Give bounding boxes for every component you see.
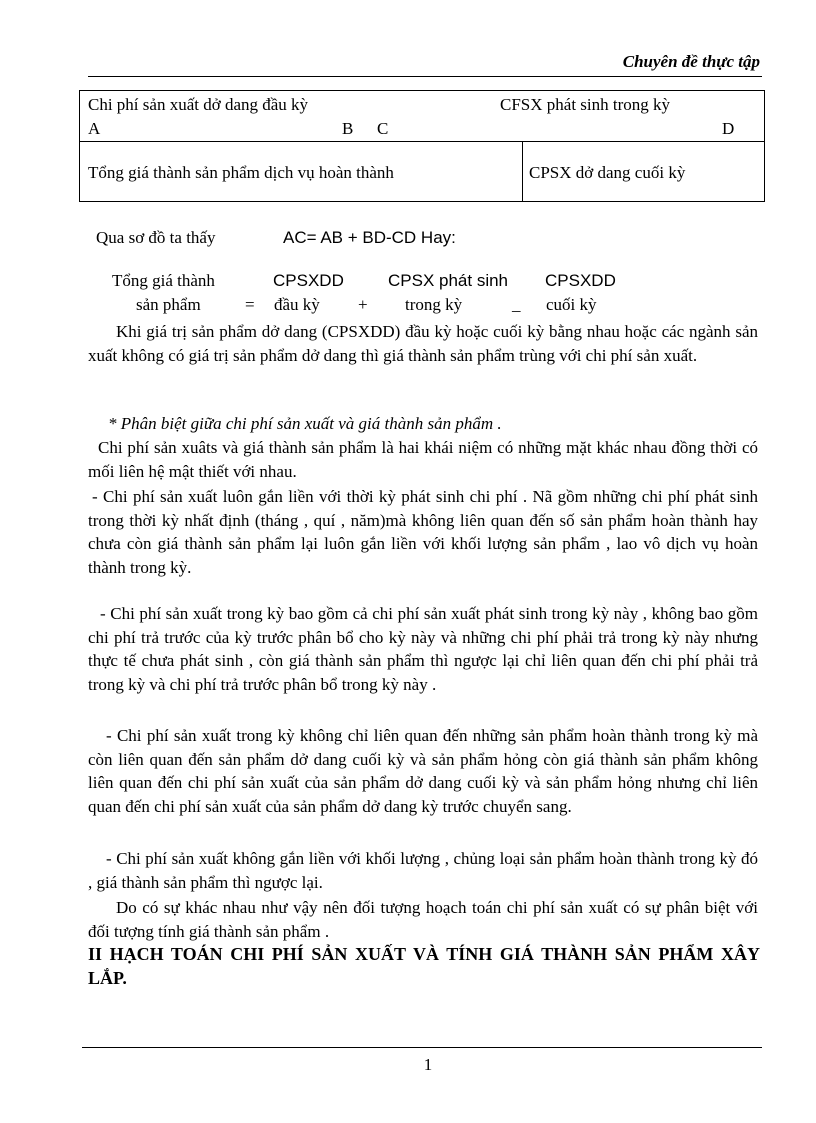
diagram-point-d: D	[722, 119, 735, 138]
formula-term1-line2: sản phẩm	[136, 295, 201, 314]
diagram-top-left-label: Chi phí sản xuất dở dang đầu kỳ	[88, 95, 309, 114]
formula-term2-line1: CPSXDD	[273, 271, 344, 290]
diagram-bottom-right-label: CPSX dở dang cuối kỳ	[529, 163, 686, 182]
diagram-top-right-label: CFSX phát sinh trong kỳ	[500, 95, 671, 114]
diagram-point-a: A	[88, 119, 101, 138]
paragraph-6: - Chi phí sản xuất không gắn liền với khối lượng , chủng loại sản phẩm hoàn thành trong kỳ đó , giá thành sản phẩm thì ngược lại.	[88, 849, 758, 892]
formula-term2-line2: đầu kỳ	[274, 295, 320, 314]
cost-diagram	[79, 90, 765, 202]
paragraph-2: Chi phí sản xuâts và giá thành sản phẩm là hai khái niệm có những mặt khác nhau đồng thời có mối liên hệ mật thiết với nhau.	[88, 438, 758, 481]
diagram-bottom-row	[80, 141, 764, 202]
intro-equation: AC= AB + BD-CD Hay:	[283, 228, 456, 247]
paragraph-1: Khi giá trị sản phẩm dở dang (CPSXDD) đầu kỳ hoặc cuối kỳ bằng nhau hoặc các ngành sản xuất không có giá trị sản phẩm dở dang thì giá thành sản phẩm trùng với chi phí sản xuất.	[88, 322, 758, 365]
intro-lead: Qua sơ đồ ta thấy	[96, 228, 216, 247]
page-number: 1	[423, 1055, 433, 1074]
formula-equals: =	[245, 295, 255, 314]
formula-term4-line1: CPSXDD	[545, 271, 616, 290]
diagram-bottom-left-label: Tổng giá thành sản phẩm dịch vụ hoàn thành	[88, 163, 394, 182]
section-heading: II HẠCH TOÁN CHI PHÍ SẢN XUẤT VÀ TÍNH GIÁ THÀNH SẢN PHẨM XÂY LẮP.	[88, 944, 760, 988]
formula-term3-line2: trong kỳ	[405, 295, 463, 314]
paragraph-3: - Chi phí sản xuất luôn gắn liền với thời kỳ phát sinh chi phí . Nã gồm những chi phí phát sinh trong thời kỳ nhất định (tháng , quí , năm)mà không liên quan đến số sản phẩm hoàn thành hay chưa còn giá thành sản phẩm lại luôn gắn liền với khối lượng sản phẩm , lao vô dịch vụ hoàn thành trong kỳ.	[88, 487, 758, 577]
formula-term4-line2: cuối kỳ	[546, 295, 597, 314]
diagram-top-row	[80, 91, 764, 142]
diagram-divider	[522, 141, 523, 202]
diagram-point-c: C	[377, 119, 389, 138]
subheading-distinction: * Phân biệt giữa chi phí sản xuất và giá thành sản phẩm .	[108, 414, 502, 433]
formula-term3-line1: CPSX phát sinh	[388, 271, 509, 290]
paragraph-5: - Chi phí sản xuất trong kỳ không chỉ liên quan đến những sản phẩm hoàn thành trong kỳ mà còn liên quan đến sản phẩm dở dang cuối kỳ và sản phẩm hỏng còn giá thành sản phẩm không liên quan đến chi phí sản xuất của sản phẩm dở dang cuối kỳ và sản phẩm hỏng nhưng chỉ liên quan đến chi phí sản xuất của sản phẩm dở dang kỳ trước chuyển sang.	[88, 726, 758, 816]
header-title: Chuyên đề thực tập	[622, 52, 760, 71]
formula-plus: +	[358, 295, 368, 314]
formula-minus: _	[512, 295, 521, 314]
diagram-point-b: B	[342, 119, 354, 138]
page-header	[88, 50, 762, 77]
footer-line	[82, 1047, 762, 1048]
paragraph-4: - Chi phí sản xuất trong kỳ bao gồm cả chi phí sản xuất phát sinh trong kỳ này , không bao gồm chi phí trả trước của kỳ trước phân bổ cho kỳ này và những chi phí phải trả trong kỳ này nhưng thực tế chưa phát sinh , còn giá thành sản phẩm thì ngược lại chỉ liên quan đến chi phí phải trả trong kỳ và chi phí trả trước phân bổ trong kỳ này .	[88, 604, 758, 694]
formula-term1-line1: Tổng giá thành	[112, 271, 215, 290]
paragraph-7: Do có sự khác nhau như vậy nên đối tượng hoạch toán chi phí sản xuất có sự phân biệt với đối tượng tính giá thành sản phẩm .	[88, 898, 758, 941]
